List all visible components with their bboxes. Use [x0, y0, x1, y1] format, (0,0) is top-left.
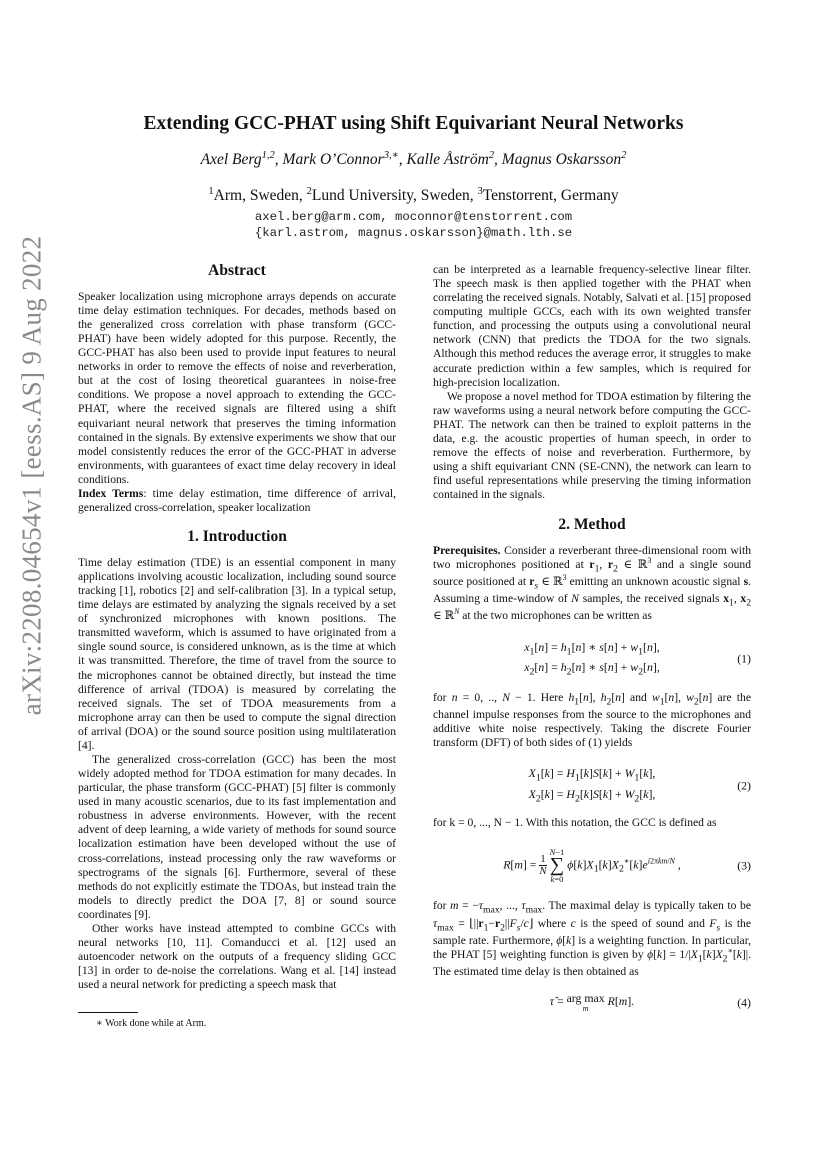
index-terms: Index Terms: time delay estimation, time difference of arrival, generalized cross-correlation, speaker localization: [78, 486, 397, 514]
arxiv-identifier: arXiv:2208.04654v1 [eess.AS] 9 Aug 2022: [16, 235, 47, 715]
equation-number: (3): [737, 858, 751, 873]
equation-3: R[m] = $\frac{1}{N}$ N−1 ∑ k=0 $\phi[k]X_1[k]X_2^∗[k]e^{i2\pi km/N}$ , (3): [503, 847, 751, 885]
method-paragraph: Prerequisites. Consider a reverberant three-dimensional room with two microphones positioned at $r_1$, $r_2$ ∈ ℝ$^3$ and a single sound source positioned at $r_s$ ∈ ℝ$^3$ emitting an unknown acoustic signal s. Assuming a time-window of N samples, the received signals $x_1$, $x_2$ ∈ ℝ$^N$ at the two microphones can be written as: [433, 544, 752, 623]
intro-paragraph: The generalized cross-correlation (GCC) has been the most widely adopted method for TDOA estimation for many decades. In particular, the phase transform (GCC-PHAT) [5] filter is commonly used in many acoustic scenarios, due to its fast implementation and robustness in adverse environments. However, with the recent advent of deep learning, a wide variety of methods for sound source localization estimation have been developed without the use of cross-correlations, instead processing only the raw waveforms or spectrograms of the signals [6]. Furthermore, several of these methods do not explicitly estimate the TDOAs, but instead train the models to directly predict the DOA [7, 8] or sound source coordinates [9].: [78, 753, 396, 921]
method-paragraph: for k = 0, ..., N − 1. With this notation, the GCC is defined as: [433, 816, 717, 830]
equation-1: $x_1[n] = h_1[n]$ ∗ $s[n] + w_1[n]$, $x_2[n] = h_2[n]$ ∗ $s[n] + w_2[n]$, (1): [524, 639, 751, 678]
author: Mark O’Connor: [282, 151, 384, 168]
affiliations: $^1$Arm, Sweden, $^2$Lund University, Sweden, $^3$Tenstorrent, Germany: [208, 185, 619, 204]
abstract-heading: Abstract: [208, 262, 266, 279]
footnote-rule: [78, 1012, 138, 1013]
author-list: Axel Berg$^{1,2}$, Mark O’Connor$^{3,∗}$, Kalle Åström$^2$, Magnus Oskarsson$^2$: [200, 149, 627, 168]
email-line: axel.berg@arm.com, moconnor@tenstorrent.com: [254, 210, 573, 224]
paper-title: Extending GCC-PHAT using Shift Equivariant Neural Networks: [143, 113, 684, 134]
method-paragraph: for $m = -\tau_{max}$, ..., $\tau_{max}$. The maximal delay is typically taken to be $\tau_{max}$ = $⌊||r_1-r_2||F_s/c⌋$ where c is the speed of sound and $F_s$ is the sample rate. Furthermore, ϕ[k] is a weighting function. In particular, the PHAT [5] weighting function is given by $\phi[k] = 1/|X_1[k]X_2^∗[k]|$. The estimated time delay is then obtained as: [433, 899, 752, 978]
equation-4: τ̂ = arg max m R[m]. (4): [549, 990, 751, 1013]
equation-number: (1): [737, 651, 751, 666]
intro-paragraph: Time delay estimation (TDE) is an essential component in many applications involving acoustic localization, including sound source tracking [1], robotics [2] and self-calibration [3]. In a typical setup, time delays are estimated by analyzing the signals received by a set of synchronized microphones with known positions. The transmitted waveform, which is assumed to have originated from a single sound source, is considered unknown, as is the time at which it was transmitted. Therefore, the time of travel from the source to the microphones cannot be obtained directly, but instead the time difference of arrival (TDOA) is measured by correlating the received signals. The set of TDOA measurements from a microphone array can then be used to compute the signal direction of arrival (DOA) or the sound source position using multilateration [4].: [78, 555, 396, 752]
left-column: [78, 262, 396, 992]
author: Kalle Åström: [406, 151, 489, 168]
introduction-heading: 1. Introduction: [187, 528, 287, 546]
abstract-text: Speaker localization using microphone arrays depends on accurate time delay estimation techniques. For decades, methods based on the generalized cross correlation with phase transform (GCC-PHAT) have been widely adopted for this purpose. Recently, the GCC-PHAT has also been used to provide input features to neural networks in order to remove the effects of noise and reverberation, but at the cost of losing theoretical guarantees in noise-free conditions. We propose a novel approach to extending the GCC-PHAT, where the received signals are filtered using a shift equivariant neural network that preserves the timing information contained in the signals. By extensive experiments we show that our model consistently reduces the error of the GCC-PHAT in adverse environments, with guarantees of exact time delay recovery in ideal conditions.: [78, 289, 396, 486]
body-paragraph: can be interpreted as a learnable frequency-selective linear filter. The speech mask is then applied together with the PHAT when correlating the received signals. Notably, Salvati et al. [15] proposed computing multiple GCCs, each with its own weighted transfer function, and processing the outputs using a convolutional neural network (CNN) that predicts the TDOA for the two signals. Although this method reduces the average error, it struggles to make accurate prediction within a few samples, which is required for high-precision localization.: [433, 263, 751, 389]
right-column: [433, 263, 751, 1013]
footnote: ∗ Work done while at Arm.: [96, 1018, 207, 1029]
equation-2: $X_1[k] = H_1[k]S[k] + W_1[k]$, $X_2[k] = H_2[k]S[k] + W_2[k]$, (2): [528, 766, 751, 804]
method-heading: 2. Method: [558, 516, 626, 534]
intro-paragraph: Other works have instead attempted to combine GCCs with neural networks [10, 11]. Comanducci et al. [12] used an autoencoder network on the outputs of a frequency sliding GCC [13] in order to de-noise the correlations. Wang et al. [14] instead used a neural network for predicting a speech mask that: [78, 921, 396, 992]
email-line: {karl.astrom, magnus.oskarsson}@math.lth.se: [254, 226, 573, 240]
equation-number: (2): [737, 778, 751, 793]
author: Magnus Oskarsson: [501, 151, 622, 168]
method-paragraph: for n = 0, .., N − 1. Here $h_1[n]$, $h_2[n]$ and $w_1[n]$, $w_2[n]$ are the channel impulse responses from the source to the microphones and additive white noise respectively. Taking the discrete Fourier transform (DFT) of both sides of (1) yields: [433, 690, 751, 749]
author: Axel Berg: [200, 151, 262, 168]
equation-number: (4): [737, 995, 751, 1010]
body-paragraph: We propose a novel method for TDOA estimation by filtering the raw waveforms using a neural network before computing the GCC-PHAT. The network can then be trained to exploit patterns in the data, e.g. the acoustic properties of human speech, in order to remove the effects of noise and reverberation. Furthermore, by using a shift equivariant CNN (SE-CNN), the network can learn to find useful representations while preserving the timing information contained in the signals.: [433, 389, 751, 502]
